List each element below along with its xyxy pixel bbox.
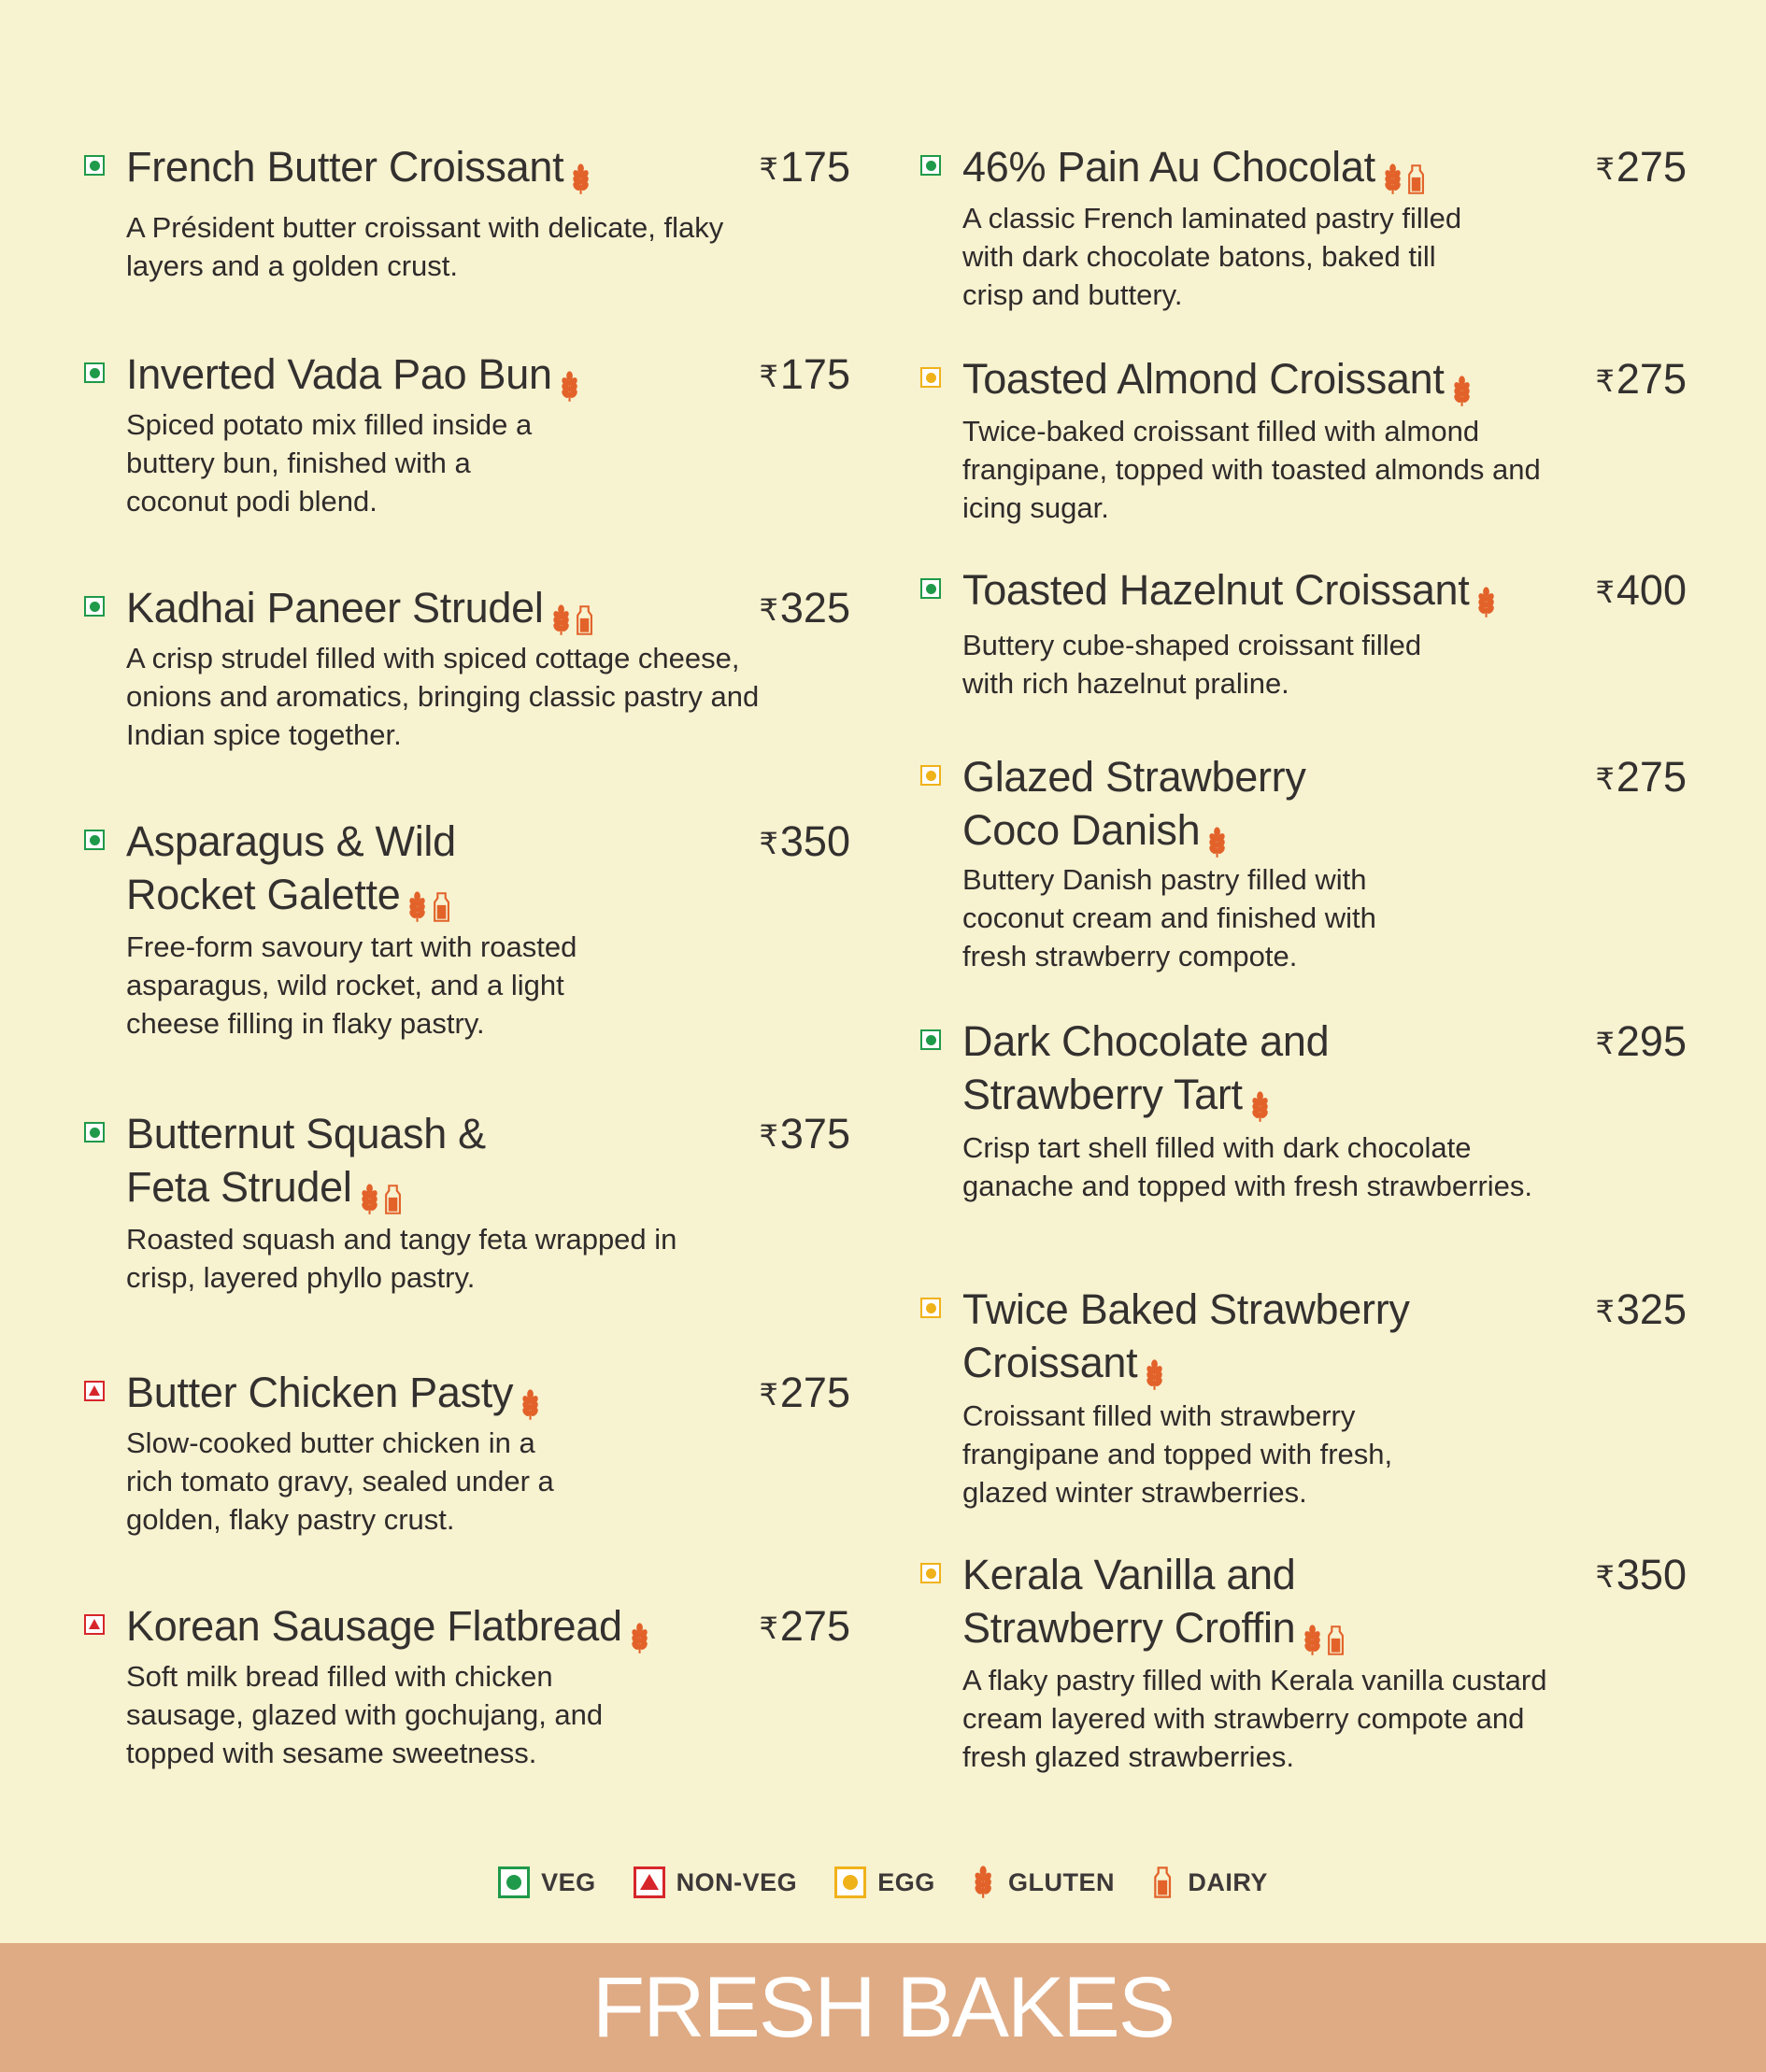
- veg-icon: [498, 1866, 530, 1898]
- gluten-icon: [1452, 376, 1472, 407]
- item-price: [760, 1111, 850, 1159]
- item-price: [1596, 1018, 1687, 1067]
- allergen-tags: [520, 1389, 544, 1421]
- legend-item: [634, 1866, 798, 1898]
- item-title: [126, 1366, 649, 1421]
- non-veg-icon: [634, 1866, 665, 1898]
- item-name: Twice Baked Strawberry Croissant: [962, 1285, 1410, 1386]
- veg-icon: [84, 596, 105, 617]
- gluten-icon: [360, 1184, 379, 1215]
- item-description: A Président butter croissant with delicate, flaky layers and a golden crust.: [126, 211, 724, 282]
- item-name: Dark Chocolate and Strawberry Tart: [962, 1017, 1330, 1118]
- item-price: [1596, 754, 1687, 802]
- item-description: Free-form savoury tart with roasted asparagus, wild rocket, and a light cheese filling in flaky pastry.: [126, 930, 577, 1040]
- legend-item: [834, 1866, 935, 1898]
- item-title: [126, 348, 649, 403]
- non-veg-icon: [84, 1614, 105, 1635]
- gluten-icon: [571, 163, 591, 195]
- item-price: [760, 1603, 850, 1652]
- veg-icon: [84, 155, 105, 176]
- allergen-tags: [1303, 1625, 1349, 1656]
- rupee-symbol: ₹: [1595, 1027, 1615, 1060]
- price-value: 400: [1616, 566, 1687, 614]
- price-value: 175: [779, 143, 850, 191]
- dairy-icon: [1406, 163, 1426, 195]
- allergen-tags: [1476, 587, 1500, 618]
- item-price: [760, 1370, 850, 1418]
- item-price: [1596, 1286, 1687, 1335]
- rupee-symbol: ₹: [759, 1611, 778, 1645]
- item-description: Croissant filled with strawberry frangipane and topped with fresh, glazed winter strawberries.: [962, 1399, 1393, 1509]
- allergen-tags: [551, 604, 598, 636]
- price-value: 175: [779, 350, 850, 398]
- gluten-icon: [407, 891, 427, 923]
- item-title: [126, 1599, 687, 1654]
- gluten-icon: [1303, 1625, 1322, 1656]
- item-title: [126, 1107, 519, 1215]
- allergen-tags: [630, 1623, 653, 1654]
- item-name: Butter Chicken Pasty: [126, 1369, 514, 1416]
- legend-label: NON-VEG: [676, 1867, 798, 1896]
- rupee-symbol: ₹: [759, 152, 778, 186]
- rupee-symbol: ₹: [759, 827, 778, 860]
- allergen-tags: [1145, 1359, 1168, 1391]
- item-name: Asparagus & Wild Rocket Galette: [126, 817, 456, 918]
- non-veg-icon: [84, 1381, 105, 1401]
- allergen-tags: [360, 1184, 406, 1215]
- egg-icon: [920, 1298, 941, 1318]
- item-description: A classic French laminated pastry filled with dark chocolate batons, baked till crisp and buttery.: [962, 202, 1462, 311]
- legend-label: DAIRY: [1188, 1867, 1268, 1896]
- item-description: Slow-cooked butter chicken in a rich tomato gravy, sealed under a golden, flaky pastry crust.: [126, 1426, 554, 1536]
- price-value: 375: [779, 1110, 850, 1157]
- item-name: Butternut Squash & Feta Strudel: [126, 1110, 486, 1211]
- gluten-icon: [973, 1866, 993, 1899]
- rupee-symbol: ₹: [759, 593, 778, 627]
- item-title: [962, 750, 1355, 859]
- rupee-symbol: ₹: [759, 1378, 778, 1412]
- allergen-tags: [1383, 163, 1430, 195]
- rupee-symbol: ₹: [759, 360, 778, 393]
- veg-icon: [84, 1122, 105, 1142]
- gluten-icon: [1383, 163, 1403, 195]
- price-value: 325: [779, 584, 850, 632]
- egg-icon: [920, 765, 941, 786]
- gluten-icon: [1476, 587, 1496, 618]
- item-price: [1596, 1552, 1687, 1600]
- item-name: Korean Sausage Flatbread: [126, 1602, 622, 1650]
- item-price: [760, 585, 850, 633]
- price-value: 295: [1616, 1017, 1687, 1065]
- allergen-tags: [571, 163, 594, 195]
- price-value: 350: [1616, 1551, 1687, 1598]
- veg-icon: [920, 1029, 941, 1050]
- dietary-legend: [0, 1864, 1766, 1901]
- item-description: A flaky pastry filled with Kerala vanilla custard cream layered with strawberry compote and fresh glazed strawberries.: [962, 1664, 1547, 1773]
- item-name: Kadhai Paneer Strudel: [126, 584, 544, 632]
- item-title: [126, 140, 649, 195]
- rupee-symbol: ₹: [1595, 1295, 1615, 1328]
- dairy-icon: [1326, 1625, 1346, 1656]
- rupee-symbol: ₹: [1595, 762, 1615, 796]
- item-name: Toasted Hazelnut Croissant: [962, 566, 1470, 614]
- veg-icon: [84, 830, 105, 850]
- legend-item: [498, 1866, 596, 1898]
- egg-icon: [920, 1563, 941, 1583]
- allergen-tags: [1452, 376, 1475, 407]
- item-description: Crisp tart shell filled with dark chocolate ganache and topped with fresh strawberries.: [962, 1131, 1533, 1202]
- price-value: 275: [779, 1369, 850, 1416]
- item-title: [962, 1283, 1486, 1391]
- dairy-icon: [575, 604, 594, 636]
- item-description: Spiced potato mix filled inside a buttery bun, finished with a coconut podi blend.: [126, 408, 533, 518]
- item-description: Twice-baked croissant filled with almond frangipane, topped with toasted almonds and icing sugar.: [962, 415, 1541, 524]
- item-title: [962, 563, 1542, 618]
- item-description: Soft milk bread filled with chicken sausage, glazed with gochujang, and topped with sesame sweetness.: [126, 1660, 604, 1769]
- legend-item: [1152, 1866, 1268, 1899]
- veg-icon: [84, 362, 105, 383]
- item-title: [126, 815, 519, 923]
- item-title: [962, 352, 1486, 407]
- rupee-symbol: ₹: [1595, 1560, 1615, 1594]
- item-description: Buttery Danish pastry filled with coconut cream and finished with fresh strawberry compote.: [962, 863, 1376, 972]
- price-value: 275: [1616, 753, 1687, 801]
- gluten-icon: [520, 1389, 540, 1421]
- section-banner: [0, 1943, 1766, 2072]
- allergen-tags: [1207, 827, 1231, 859]
- gluten-icon: [1207, 827, 1227, 859]
- price-value: 350: [779, 817, 850, 865]
- veg-icon: [920, 155, 941, 176]
- item-price: [1596, 356, 1687, 404]
- item-name: Kerala Vanilla and Strawberry Croffin: [962, 1551, 1296, 1652]
- legend-item: [973, 1866, 1115, 1899]
- item-name: 46% Pain Au Chocolat: [962, 143, 1375, 191]
- item-name: Inverted Vada Pao Bun: [126, 350, 552, 398]
- item-title: [962, 1015, 1374, 1123]
- gluten-icon: [1145, 1359, 1164, 1391]
- item-description: Roasted squash and tangy feta wrapped in crisp, layered phyllo pastry.: [126, 1223, 677, 1294]
- gluten-icon: [560, 371, 579, 403]
- item-price: [1596, 144, 1687, 192]
- item-price: [1596, 567, 1687, 616]
- item-name: Glazed Strawberry Coco Danish: [962, 753, 1306, 854]
- egg-icon: [834, 1866, 866, 1898]
- item-name: Toasted Almond Croissant: [962, 355, 1445, 403]
- rupee-symbol: ₹: [1595, 364, 1615, 398]
- veg-icon: [920, 578, 941, 599]
- item-price: [760, 351, 850, 400]
- item-title: [962, 140, 1486, 195]
- allergen-tags: [407, 891, 454, 923]
- price-value: 275: [1616, 143, 1687, 191]
- item-name: French Butter Croissant: [126, 143, 564, 191]
- rupee-symbol: ₹: [759, 1119, 778, 1153]
- rupee-symbol: ₹: [1595, 575, 1615, 609]
- item-description: Buttery cube-shaped croissant filled with rich hazelnut praline.: [962, 629, 1422, 700]
- item-description: A crisp strudel filled with spiced cottage cheese, onions and aromatics, bringing classic pastry and Indian spice together.: [126, 642, 760, 751]
- item-title: [126, 581, 649, 636]
- legend-label: GLUTEN: [1008, 1867, 1116, 1896]
- price-value: 325: [1616, 1285, 1687, 1333]
- gluten-icon: [551, 604, 571, 636]
- price-value: 275: [779, 1602, 850, 1650]
- legend-label: EGG: [877, 1867, 935, 1896]
- dairy-icon: [432, 891, 451, 923]
- legend-label: VEG: [541, 1867, 596, 1896]
- rupee-symbol: ₹: [1595, 152, 1615, 186]
- item-price: [760, 144, 850, 192]
- price-value: 275: [1616, 355, 1687, 403]
- dairy-icon: [1152, 1866, 1173, 1899]
- gluten-icon: [630, 1623, 649, 1654]
- allergen-tags: [1250, 1091, 1274, 1123]
- item-price: [760, 818, 850, 867]
- dairy-icon: [383, 1184, 403, 1215]
- egg-icon: [920, 367, 941, 388]
- item-title: [962, 1548, 1355, 1656]
- section-title: FRESH BAKES: [591, 1960, 1175, 2055]
- gluten-icon: [1250, 1091, 1270, 1123]
- allergen-tags: [560, 371, 583, 403]
